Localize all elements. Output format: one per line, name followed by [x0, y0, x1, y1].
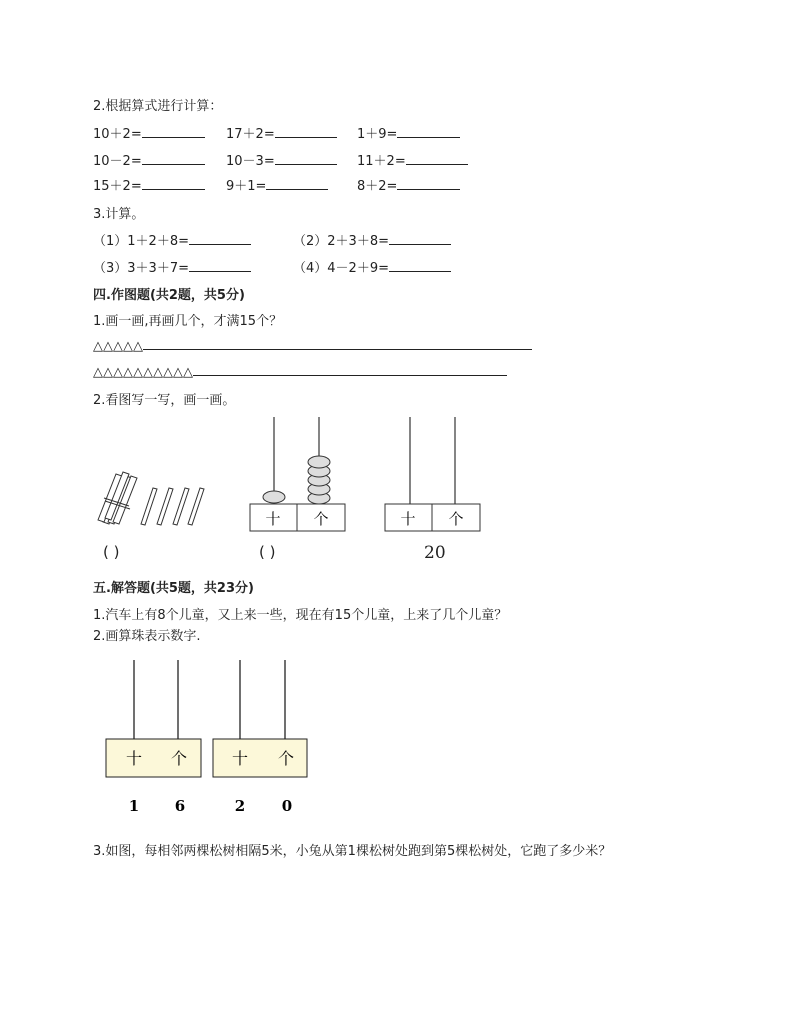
ones-label: 个 — [313, 510, 329, 528]
answer-blank[interactable] — [189, 231, 251, 245]
calc-item: （1）1＋2＋8= — [93, 230, 251, 249]
ones-label: 个 — [448, 510, 464, 528]
ones-label: 个 — [277, 749, 295, 768]
answer-blank[interactable] — [142, 176, 205, 190]
stick-bundle-icon — [98, 472, 137, 524]
answer-blank[interactable] — [142, 151, 205, 165]
calc-item: 9＋1= — [226, 175, 328, 194]
answer-blank[interactable] — [397, 124, 460, 138]
abacus-pair-figure[interactable] — [105, 658, 310, 820]
calc-item: 10＋2= — [93, 123, 205, 142]
answer-blank[interactable] — [275, 124, 337, 138]
abacus-figure — [248, 415, 348, 533]
bead-icon — [308, 456, 330, 468]
bead-icon — [263, 491, 285, 503]
calc-item: （2）2＋3＋8= — [293, 230, 451, 249]
triangle-row-2: △△△△△△△△△△ — [93, 363, 507, 380]
tens-label: 十 — [231, 749, 249, 768]
calc-item: 10－2= — [93, 150, 205, 169]
section-5-q1: 1.汽车上有8个儿童，又上来一些，现在有15个儿童，上来了几个儿童？ — [93, 608, 508, 623]
calc-item: （4）4－2＋9= — [293, 257, 451, 276]
abacus-figure[interactable] — [383, 415, 483, 533]
section-4-q2: 2.看图写一写，画一画。 — [93, 393, 236, 408]
answer-parentheses[interactable]: ( ) — [259, 543, 276, 561]
calc-item: 10－3= — [226, 150, 337, 169]
section-5-q3: 3.如图，每相邻两棵松树相隔5米，小兔从第1棵松树处跑到第5棵松树处，它跑了多少米？ — [93, 844, 612, 859]
calc-item: （3）3＋3＋7= — [93, 257, 251, 276]
sticks-figure — [95, 470, 205, 530]
answer-blank[interactable] — [397, 176, 460, 190]
calc-item: 1＋9= — [357, 123, 460, 142]
answer-blank[interactable] — [406, 151, 468, 165]
calc-item: 8＋2= — [357, 175, 460, 194]
abacus-digit: 1 — [128, 797, 140, 815]
calc-item: 15＋2= — [93, 175, 205, 194]
single-stick-icon — [173, 488, 189, 525]
answer-blank[interactable] — [189, 258, 251, 272]
abacus-value: 20 — [424, 543, 446, 563]
tens-label: 十 — [125, 749, 143, 768]
answer-blank[interactable] — [389, 258, 451, 272]
triangle-row-1: △△△△△ — [93, 337, 532, 354]
abacus-digit: 6 — [174, 797, 186, 815]
drawing-line[interactable] — [143, 337, 532, 350]
calc-item: 11＋2= — [357, 150, 468, 169]
single-stick-icon — [141, 488, 157, 525]
single-stick-icon — [157, 488, 173, 525]
section-5-heading: 五.解答题(共5题，共23分) — [93, 581, 254, 596]
tens-label: 十 — [265, 510, 281, 528]
answer-blank[interactable] — [389, 231, 451, 245]
tens-label: 十 — [400, 510, 416, 528]
section-4-heading: 四.作图题(共2题，共5分) — [93, 288, 245, 303]
answer-blank[interactable] — [142, 124, 205, 138]
single-stick-icon — [188, 488, 204, 525]
answer-parentheses[interactable]: ( ) — [103, 543, 120, 561]
section-4-q1: 1.画一画,再画几个，才满15个？ — [93, 314, 283, 329]
q3-title: 3.计算。 — [93, 207, 145, 222]
drawing-line[interactable] — [193, 363, 507, 376]
ones-label: 个 — [170, 749, 188, 768]
abacus-digit: 2 — [234, 797, 246, 815]
calc-item: 17＋2= — [226, 123, 337, 142]
abacus-digit: 0 — [281, 797, 293, 815]
answer-blank[interactable] — [275, 151, 337, 165]
answer-blank[interactable] — [266, 176, 328, 190]
q2-title: 2.根据算式进行计算： — [93, 99, 223, 114]
section-5-q2: 2.画算珠表示数字. — [93, 629, 201, 644]
